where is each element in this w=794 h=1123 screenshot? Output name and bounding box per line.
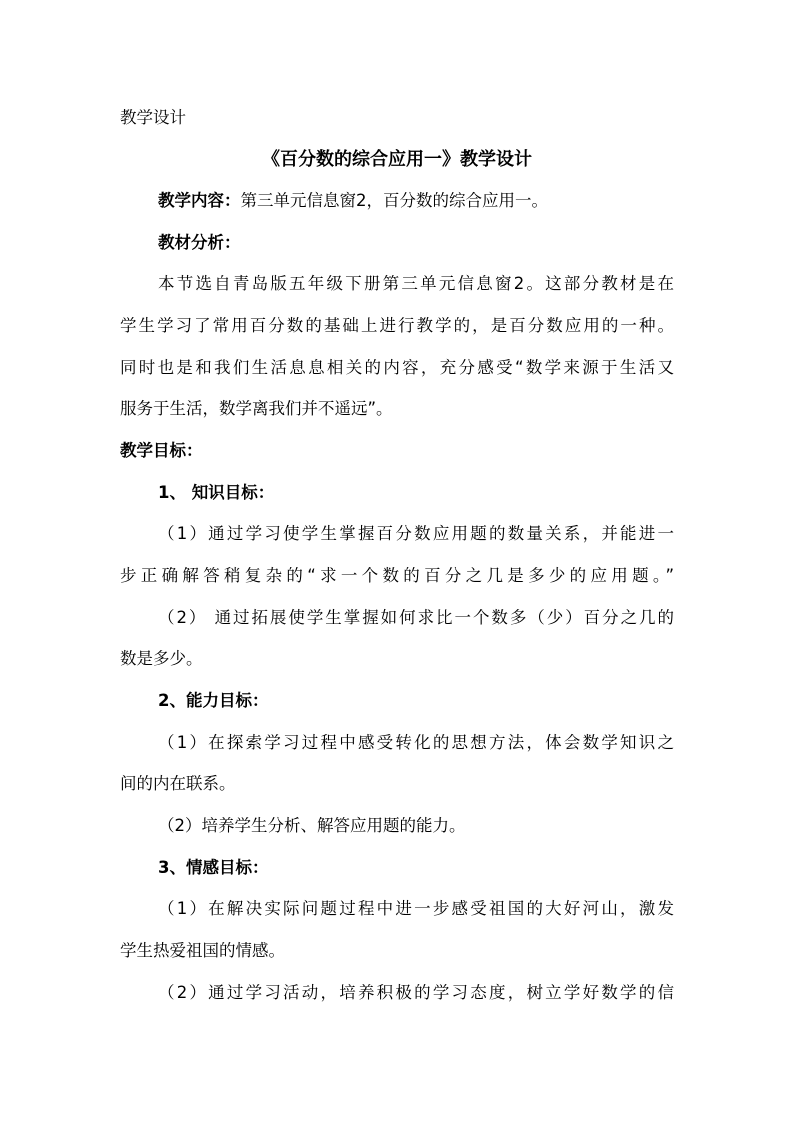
teaching-goals-heading: 教学目标： [120,441,203,460]
knowledge-item-line: 数是多少。 [120,649,203,668]
emotion-goals-heading: 3、情感目标： [158,858,269,877]
analysis-paragraph-line: 服务于生活，数学离我们并不遥远”。 [120,399,393,418]
analysis-paragraph-line: 学生学习了常用百分数的基础上进行教学的，是百分数应用的一种。 [120,316,674,335]
emotion-item-line: 学生热爱祖国的情感。 [120,941,285,960]
knowledge-item-line: （2） 通过拓展使学生掌握如何求比一个数多（少）百分之几的 [158,608,674,627]
material-analysis-heading: 教材分析： [158,233,241,252]
ability-item-line: （2）培养学生分析、解答应用题的能力。 [158,816,466,835]
document-header-label: 教学设计 [120,108,186,127]
teaching-content-text: 第三单元信息窗2，百分数的综合应用一。 [240,191,548,210]
analysis-paragraph-line: 本节选自青岛版五年级下册第三单元信息窗2。这部分教材是在 [158,274,674,293]
teaching-content-line [158,189,548,213]
analysis-paragraph-line: 同时也是和我们生活息息相关的内容，充分感受“数学来源于生活又 [120,358,674,377]
ability-item-line: （1）在探索学习过程中感受转化的思想方法，体会数学知识之 [158,733,674,752]
ability-item-line: 间的内在联系。 [120,774,236,793]
knowledge-goals-heading: 1、 知识目标： [158,483,275,502]
ability-goals-heading: 2、能力目标： [158,691,269,710]
emotion-item-line: （1）在解决实际问题过程中进一步感受祖国的大好河山，激发 [158,899,674,918]
knowledge-item-line: 步正确解答稍复杂的“求一个数的百分之几是多少的应用题。” [120,566,674,585]
document-title: 《百分数的综合应用一》教学设计 [262,149,532,170]
emotion-item-line: （2）通过学习活动，培养积极的学习态度，树立学好数学的信 [158,983,674,1002]
knowledge-item-line: （1）通过学习使学生掌握百分数应用题的数量关系，并能进一 [158,524,674,543]
teaching-content-label: 教学内容： [158,191,241,210]
